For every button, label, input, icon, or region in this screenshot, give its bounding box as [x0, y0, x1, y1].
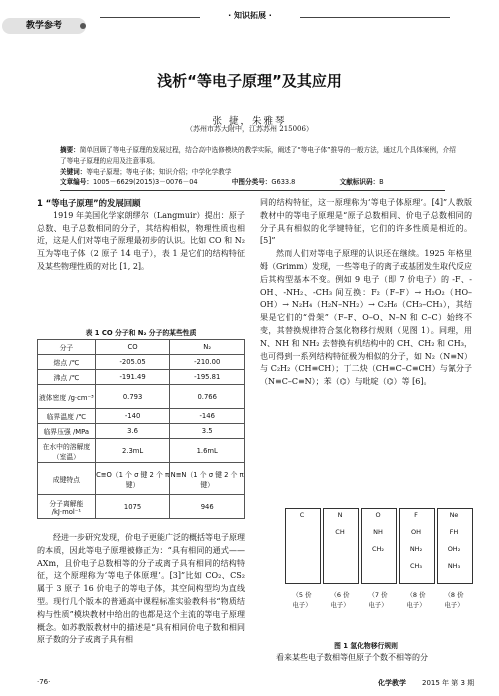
table-row — [38, 409, 245, 424]
page-number: ·76· — [37, 678, 51, 686]
left-column — [37, 197, 245, 274]
section-heading: 1 “等电子原理”的发展回顾 — [37, 198, 141, 208]
figure-column-box — [323, 508, 359, 584]
column-tag — [2, 18, 86, 34]
figure-cell: O — [375, 511, 381, 519]
journal-name: 化学教学 — [378, 679, 406, 687]
table-header-cell: N₂ — [170, 340, 245, 355]
column-tag-label: 教学参考 — [25, 21, 62, 31]
clc-value: G633.8 — [271, 178, 296, 186]
figure-column-label: （6 价 电子） — [330, 591, 350, 609]
left-paragraph-2: 经进一步研究发现，价电子更能广泛的概括等电子原理的本质，因此等电子原理被修正为：“具有相同的通式——AXm，且价电子总数相等的分子或离子具有相同的结构特征，这个原理称为‘等电子体原理’。[3]”比如 CO₂、CS₂ 属于 3 原子 16 价电子的等电子体，其空间构型均为直线型。现行几个版本的普通高中课程标准实验教科书“物质结构与性质”模块教材中给出的也都是这个主流的等电子原理概念。如苏教版教材中的描述是“具有相同价电子数和相同原子数的分子或离子具有相 — [37, 533, 245, 645]
table-cell: 0.793 — [95, 385, 170, 409]
table-row — [38, 355, 245, 370]
figure-column-box — [285, 508, 321, 584]
running-header-title: · 知识拓展 · — [228, 11, 272, 20]
figure-column-label: （5 价 电子） — [292, 591, 312, 609]
table-row — [38, 495, 245, 519]
table-caption: 表 1 CO 分子和 N₂ 分子的某些性质 — [85, 329, 197, 337]
figure-cell: Ne — [449, 511, 459, 519]
table-cell: -210.00 — [170, 355, 245, 370]
table-header-row — [38, 340, 245, 355]
figure-column-label: （8 价 电子） — [406, 591, 426, 609]
table-row — [38, 424, 245, 439]
table-cell: 3.5 — [170, 424, 245, 439]
article-authors: 张 捷，朱雅琴 — [212, 116, 287, 127]
column-tag-dot-icon — [80, 23, 86, 29]
table-cell: 成键特点 — [38, 463, 96, 495]
table-cell: 分子离解能 /kJ·mol⁻¹ — [38, 495, 96, 519]
right-column-tail — [260, 652, 472, 665]
keywords — [60, 167, 460, 178]
left-paragraph-1: 1919 年美国化学家朗缪尔（Langmuir）提出：原子总数、电子总数相同的分子，其结构相似，物理性质也相近，这是人们对等电子原理最初步的认识。比如 CO 和 N₂ 互为等电子体（2 原子 14 电子），表 1 是它们的结构特征及某些物理性质的对比 [1, 2]。 — [37, 210, 245, 271]
table-cell: N≡N（1 个 σ 键 2 个 π 键） — [170, 463, 245, 495]
figure-cell: C — [299, 511, 305, 519]
table-cell: 1.6mL — [170, 439, 245, 463]
doc-code-label: 文献标识码： — [339, 178, 380, 186]
table-row — [38, 385, 245, 409]
table-cell: 在水中的溶解度（室温） — [38, 439, 96, 463]
right-paragraph-1: 同的结构特征，这一原理称为‘等电子体原理’。[4]”人教版教材中的等电子原理是“原子总数相同、价电子总数相同的分子具有相似的化学键特征，它们的许多性质是相近的。[5]” — [260, 198, 472, 246]
keywords-text: 等电子原理；等电子体；知识介绍；中学化学教学 — [86, 168, 232, 176]
article-meta-line — [60, 177, 460, 188]
article-affiliation: （苏州市苏大附中，江苏苏州 215006） — [186, 125, 313, 133]
figure-column-label: （8 价 电子） — [444, 591, 464, 609]
table-cell: 临界温度 /℃ — [38, 409, 96, 424]
figure-cell: CH — [335, 528, 345, 536]
figure-cell: CH₃ — [409, 562, 423, 570]
figure-column-label: （7 价 电子） — [368, 591, 388, 609]
right-paragraph-3: 看来某些电子数相等但原子个数不相等的分 — [276, 653, 428, 662]
figure-cell: CH₂ — [371, 545, 385, 553]
abstract-label: 摘要： — [60, 146, 80, 154]
table-cell: 2.3mL — [95, 439, 170, 463]
table-cell: 0.766 — [170, 385, 245, 409]
table-cell: 临界压强 /MPa — [38, 424, 96, 439]
table-row — [38, 463, 245, 495]
header-rule-right — [300, 17, 450, 18]
meta-divider — [60, 190, 445, 191]
table-cell: -146 — [170, 409, 245, 424]
doc-code-value: B — [379, 178, 384, 186]
table-cell: C≡O（1 个 σ 键 2 个 π 键） — [95, 463, 170, 495]
left-column-continued — [37, 532, 245, 647]
table-cell: -195.81 — [170, 370, 245, 385]
figure-cell: NH — [373, 528, 383, 536]
table-cell: -205.05 — [95, 355, 170, 370]
header-rule-left — [100, 17, 200, 18]
table-cell: 3.6 — [95, 424, 170, 439]
figure-cell: OH — [410, 528, 421, 536]
keywords-label: 关键词： — [60, 168, 87, 176]
table-header-cell: 分子 — [38, 340, 96, 355]
table-row — [38, 439, 245, 463]
figure-cell: NH₂ — [409, 545, 423, 553]
article-no-label: 文章编号： — [60, 178, 93, 186]
table-cell: -140 — [95, 409, 170, 424]
table-cell: 熔点 /℃ — [38, 355, 96, 370]
figure-hydride-displacement — [285, 508, 475, 638]
figure-caption: 图 1 氢化物移行规则 — [334, 642, 398, 650]
table-cell: 沸点 /℃ — [38, 370, 96, 385]
figure-cell: N — [337, 511, 343, 519]
properties-table — [37, 339, 245, 519]
abstract — [60, 145, 460, 166]
right-paragraph-2: 然而人们对等电子原理的认识还在继续。1925 年格里姆（Grimm）发现，一些等电子的离子或基团发生取代反应后其构型基本不变。例如 9 电子（即 7 价电子）的 -F、-OH、-NH₂、-CH₃ 间互换：F₂（F–F）→ H₂O₂（HO–OH）→ N₂H₄（H₂N–NH₂）→ C₂H₆（CH₃–CH₃），其结果是它们的“骨架”（F–F、O–O、N–N 和 C–C）始终不变，其替换规律符合氢化物移行规则（见图 1）。同理，用 N、NH 和 NH₂ 去替换有机结构中的 CH、CH₂ 和 CH₃，也可得到一系列结构特征极为相似的分子，如 N₂（N≡N）与 C₂H₂（CH≡CH）；丁二炔（CH≡C–C≡CH）与氰分子（N≡C–C≡N）；苯（⌬）与吡啶（⌬）等 [6]。 — [260, 249, 472, 387]
figure-cell: F — [414, 511, 418, 519]
clc-label: 中图分类号： — [231, 178, 272, 186]
table-header-cell: CO — [95, 340, 170, 355]
article-title: 浅析“等电子原理”及其应用 — [157, 72, 342, 90]
table-cell: -191.49 — [95, 370, 170, 385]
table-cell: 1075 — [95, 495, 170, 519]
figure-cell: OH₂ — [447, 545, 461, 553]
table-row — [38, 370, 245, 385]
right-column — [260, 197, 472, 389]
journal-issue: 2015 年 第 3 期 — [422, 679, 475, 687]
table-cell: 946 — [170, 495, 245, 519]
abstract-text: 简单回顾了等电子原理的发展过程，结合高中选修模块的教学实际，阐述了“等电子体”推导的一般方法，通过几个具体案例，介绍了等电子原理的应用及注意事项。 — [60, 146, 456, 165]
table-cell: 液体密度 /g·cm⁻³ — [38, 385, 96, 409]
article-no: 1005－6629(2015)3－0076－04 — [92, 178, 198, 186]
figure-cell: FH — [449, 528, 459, 536]
figure-cell: NH₃ — [447, 562, 461, 570]
